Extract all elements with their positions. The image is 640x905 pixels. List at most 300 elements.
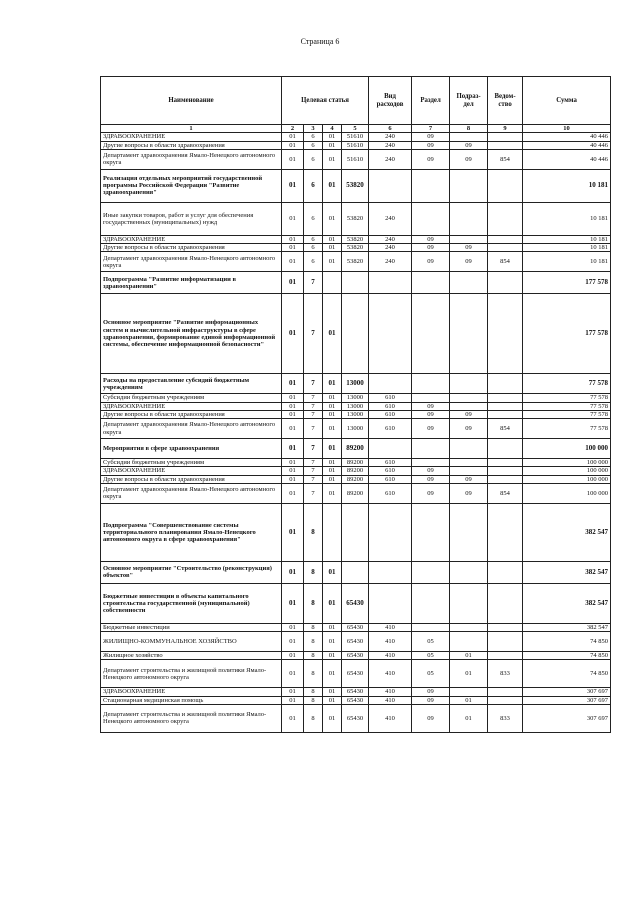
code-d: 13000 [342,394,369,402]
dept-code [488,133,523,141]
code-d [342,561,369,583]
expense-type: 410 [369,704,412,732]
section-code: 09 [412,141,450,149]
code-c: 01 [323,583,342,623]
row-sum: 100 000 [523,475,611,483]
code-b: 6 [304,235,323,243]
row-sum: 77 578 [523,374,611,394]
row-name: Иные закупки товаров, работ и услуг для обеспечения государственных (муниципальных) нужд [101,202,282,235]
row-name: Департамент здравоохранения Ямало-Ненецкого автономного округа [101,252,282,272]
dept-code: 833 [488,704,523,732]
code-b: 7 [304,475,323,483]
dept-code [488,439,523,459]
code-b: 7 [304,272,323,294]
dept-code [488,467,523,475]
code-a: 01 [282,459,304,467]
row-sum: 382 547 [523,623,611,631]
row-sum: 40 446 [523,133,611,141]
table-row [101,149,611,169]
subsection-code [450,439,488,459]
row-name: Подпрограмма "Совершенствование системы территориального планирования Ямало-Ненецкого автономного округа в сфере здравоохранения" [101,503,282,561]
subsection-code [450,688,488,696]
code-d: 65430 [342,632,369,652]
code-c: 01 [323,419,342,439]
expense-type: 610 [369,402,412,410]
table-row [101,704,611,732]
table-body [101,133,611,733]
row-name: Подпрограмма "Развитие информатизации в здравоохранении" [101,272,282,294]
subsection-code [450,394,488,402]
code-d: 65430 [342,583,369,623]
code-b: 7 [304,467,323,475]
column-number: 4 [323,125,342,133]
section-code: 09 [412,402,450,410]
code-a: 01 [282,402,304,410]
code-b: 8 [304,688,323,696]
dept-code [488,503,523,561]
section-code: 09 [412,149,450,169]
code-b: 8 [304,623,323,631]
code-b: 8 [304,704,323,732]
section-code: 09 [412,467,450,475]
code-c: 01 [323,561,342,583]
table-row [101,483,611,503]
expense-type [369,503,412,561]
row-name: Основное мероприятие "Развитие информационных систем и вычислительной инфраструктуры в сфере здравоохранения, формирование единой информационной системы, обеспечение информационной безопасности" [101,294,282,374]
code-d: 89200 [342,467,369,475]
expense-type: 240 [369,149,412,169]
code-c: 01 [323,623,342,631]
dept-code [488,272,523,294]
code-c: 01 [323,652,342,660]
row-name: Другие вопросы в области здравоохранения [101,475,282,483]
dept-code [488,244,523,252]
row-name: Жилищное хозяйство [101,652,282,660]
table-row [101,294,611,374]
column-number: 6 [369,125,412,133]
table-row [101,402,611,410]
code-a: 01 [282,561,304,583]
table-row [101,439,611,459]
row-sum: 10 181 [523,202,611,235]
code-a: 01 [282,583,304,623]
dept-code [488,561,523,583]
header-subsection: Подраз-дел [450,77,488,125]
code-b: 8 [304,583,323,623]
code-d: 51610 [342,141,369,149]
subsection-code [450,632,488,652]
subsection-code: 01 [450,696,488,704]
expense-type: 410 [369,632,412,652]
header-row [101,77,611,125]
subsection-code: 09 [450,149,488,169]
expense-type: 410 [369,652,412,660]
code-c: 01 [323,394,342,402]
section-code [412,623,450,631]
dept-code [488,374,523,394]
subsection-code: 09 [450,252,488,272]
code-b: 8 [304,503,323,561]
code-a: 01 [282,149,304,169]
code-c: 01 [323,467,342,475]
dept-code [488,294,523,374]
code-c: 01 [323,141,342,149]
section-code [412,394,450,402]
section-code: 05 [412,632,450,652]
dept-code [488,410,523,418]
row-name: Другие вопросы в области здравоохранения [101,244,282,252]
column-number-row [101,125,611,133]
section-code: 09 [412,252,450,272]
section-code: 09 [412,475,450,483]
row-sum: 10 181 [523,235,611,243]
code-a: 01 [282,652,304,660]
subsection-code [450,623,488,631]
code-d: 53820 [342,244,369,252]
row-sum: 307 697 [523,688,611,696]
row-sum: 10 181 [523,252,611,272]
code-a: 01 [282,503,304,561]
table-row [101,583,611,623]
table-row [101,475,611,483]
code-a: 01 [282,623,304,631]
row-sum: 307 697 [523,696,611,704]
row-sum: 74 850 [523,660,611,688]
subsection-code: 01 [450,652,488,660]
code-c: 01 [323,235,342,243]
code-d: 13000 [342,419,369,439]
expense-type [369,374,412,394]
page-label: Страница 6 [300,37,340,46]
subsection-code [450,133,488,141]
expense-type: 410 [369,688,412,696]
code-a: 01 [282,133,304,141]
dept-code [488,583,523,623]
code-a: 01 [282,660,304,688]
code-d: 89200 [342,439,369,459]
row-name: Департамент строительства и жилищной политики Ямало-Ненецкого автономного округа [101,704,282,732]
column-number: 1 [101,125,282,133]
row-sum: 382 547 [523,583,611,623]
code-b: 7 [304,439,323,459]
code-a: 01 [282,439,304,459]
code-a: 01 [282,419,304,439]
expense-type: 240 [369,252,412,272]
row-name: ЗДРАВООХРАНЕНИЕ [101,688,282,696]
code-c: 01 [323,459,342,467]
code-c: 01 [323,402,342,410]
row-sum: 100 000 [523,439,611,459]
code-c [323,272,342,294]
code-c: 01 [323,439,342,459]
subsection-code: 01 [450,704,488,732]
dept-code: 854 [488,483,523,503]
expense-type [369,439,412,459]
code-a: 01 [282,235,304,243]
header-exp-type: Вид расходов [369,77,412,125]
table-row [101,202,611,235]
row-name: Бюджетные инвестиции [101,623,282,631]
table-row [101,561,611,583]
expense-type: 610 [369,394,412,402]
budget-table [100,76,611,733]
subsection-code [450,169,488,202]
code-c: 01 [323,688,342,696]
row-sum: 77 578 [523,402,611,410]
code-b: 8 [304,660,323,688]
code-a: 01 [282,475,304,483]
subsection-code: 09 [450,244,488,252]
dept-code [488,623,523,631]
section-code [412,272,450,294]
code-c: 01 [323,475,342,483]
code-a: 01 [282,410,304,418]
code-c: 01 [323,244,342,252]
code-b: 6 [304,244,323,252]
code-c: 01 [323,696,342,704]
subsection-code: 09 [450,475,488,483]
subsection-code [450,202,488,235]
code-d [342,294,369,374]
row-name: Департамент здравоохранения Ямало-Ненецкого автономного округа [101,149,282,169]
table-row [101,419,611,439]
column-number: 10 [523,125,611,133]
column-number: 3 [304,125,323,133]
subsection-code [450,467,488,475]
dept-code [488,459,523,467]
column-number: 7 [412,125,450,133]
code-b: 7 [304,483,323,503]
expense-type: 610 [369,459,412,467]
code-b: 8 [304,561,323,583]
code-a: 01 [282,141,304,149]
table-row [101,410,611,418]
row-sum: 382 547 [523,561,611,583]
code-d: 65430 [342,688,369,696]
header-sum: Сумма [523,77,611,125]
row-name: ЗДРАВООХРАНЕНИЕ [101,467,282,475]
code-a: 01 [282,244,304,252]
expense-type: 410 [369,696,412,704]
section-code [412,202,450,235]
code-b: 7 [304,374,323,394]
row-name: ЗДРАВООХРАНЕНИЕ [101,133,282,141]
row-sum: 10 181 [523,169,611,202]
row-name: Субсидии бюджетным учреждениям [101,459,282,467]
row-name: Расходы на предоставление субсидий бюджетным учреждениям [101,374,282,394]
section-code [412,583,450,623]
code-d: 13000 [342,374,369,394]
table-row [101,660,611,688]
table-row [101,623,611,631]
dept-code [488,632,523,652]
expense-type: 240 [369,202,412,235]
code-a: 01 [282,688,304,696]
subsection-code [450,561,488,583]
table-row [101,394,611,402]
section-code: 09 [412,696,450,704]
code-d: 53820 [342,235,369,243]
header-name: Наименование [101,77,282,125]
expense-type: 240 [369,133,412,141]
section-code: 09 [412,133,450,141]
subsection-code: 09 [450,483,488,503]
code-b: 6 [304,169,323,202]
column-number: 8 [450,125,488,133]
code-c: 01 [323,632,342,652]
section-code: 09 [412,419,450,439]
code-a: 01 [282,696,304,704]
code-d: 65430 [342,660,369,688]
subsection-code: 01 [450,660,488,688]
code-d: 53820 [342,169,369,202]
code-d: 13000 [342,402,369,410]
code-c: 01 [323,133,342,141]
section-code [412,459,450,467]
code-c: 01 [323,410,342,418]
code-d: 65430 [342,704,369,732]
row-name: Департамент здравоохранения Ямало-Ненецкого автономного округа [101,419,282,439]
dept-code [488,475,523,483]
table-row [101,467,611,475]
row-sum: 382 547 [523,503,611,561]
subsection-code: 09 [450,141,488,149]
row-name: Основное мероприятие "Строительство (реконструкция) объектов" [101,561,282,583]
row-name: Департамент здравоохранения Ямало-Ненецкого автономного округа [101,483,282,503]
row-name: ЖИЛИЩНО-КОММУНАЛЬНОЕ ХОЗЯЙСТВО [101,632,282,652]
table-row [101,632,611,652]
code-b: 6 [304,252,323,272]
table-row [101,169,611,202]
code-d: 51610 [342,149,369,169]
table-row [101,503,611,561]
row-name: ЗДРАВООХРАНЕНИЕ [101,402,282,410]
code-a: 01 [282,483,304,503]
row-name: ЗДРАВООХРАНЕНИЕ [101,235,282,243]
subsection-code [450,235,488,243]
code-b: 7 [304,394,323,402]
code-a: 01 [282,169,304,202]
table-row [101,235,611,243]
subsection-code: 09 [450,410,488,418]
code-c: 01 [323,149,342,169]
table-row [101,141,611,149]
code-c: 01 [323,294,342,374]
column-number: 5 [342,125,369,133]
dept-code [488,169,523,202]
row-sum: 100 000 [523,483,611,503]
code-d: 65430 [342,652,369,660]
expense-type: 240 [369,244,412,252]
code-b: 6 [304,149,323,169]
section-code: 05 [412,652,450,660]
header-section: Раздел [412,77,450,125]
dept-code [488,202,523,235]
expense-type [369,561,412,583]
expense-type [369,272,412,294]
code-d: 53820 [342,202,369,235]
row-name: Другие вопросы в области здравоохранения [101,410,282,418]
dept-code [488,696,523,704]
row-sum: 74 850 [523,632,611,652]
row-sum: 177 578 [523,294,611,374]
table-row [101,272,611,294]
column-number: 2 [282,125,304,133]
section-code [412,503,450,561]
table-row [101,688,611,696]
row-name: Мероприятия в сфере здравоохранения [101,439,282,459]
subsection-code [450,272,488,294]
table-row [101,374,611,394]
subsection-code [450,374,488,394]
code-d: 65430 [342,623,369,631]
row-sum: 40 446 [523,149,611,169]
subsection-code [450,583,488,623]
expense-type: 610 [369,467,412,475]
code-a: 01 [282,394,304,402]
section-code [412,439,450,459]
subsection-code [450,503,488,561]
table-row [101,244,611,252]
code-b: 7 [304,410,323,418]
row-name: Другие вопросы в области здравоохранения [101,141,282,149]
expense-type [369,583,412,623]
row-sum: 100 000 [523,459,611,467]
section-code [412,374,450,394]
code-b: 7 [304,459,323,467]
table-row [101,133,611,141]
code-c [323,503,342,561]
code-b: 6 [304,133,323,141]
section-code: 09 [412,235,450,243]
dept-code [488,652,523,660]
section-code [412,294,450,374]
code-d: 89200 [342,475,369,483]
row-sum: 100 000 [523,467,611,475]
dept-code [488,235,523,243]
code-c: 01 [323,704,342,732]
expense-type [369,294,412,374]
row-sum: 177 578 [523,272,611,294]
code-d: 89200 [342,483,369,503]
code-d: 65430 [342,696,369,704]
code-c: 01 [323,374,342,394]
section-code: 09 [412,483,450,503]
dept-code: 854 [488,149,523,169]
row-sum: 74 850 [523,652,611,660]
table-row [101,252,611,272]
expense-type: 240 [369,141,412,149]
code-b: 7 [304,419,323,439]
row-sum: 40 446 [523,141,611,149]
subsection-code [450,459,488,467]
dept-code [488,402,523,410]
code-a: 01 [282,252,304,272]
code-c: 01 [323,252,342,272]
code-b: 8 [304,696,323,704]
dept-code: 854 [488,419,523,439]
row-name: Реализация отдельных мероприятий государственной программы Российской Федерации "Развитие здравоохранения" [101,169,282,202]
code-a: 01 [282,632,304,652]
column-number: 9 [488,125,523,133]
table-row [101,459,611,467]
code-a: 01 [282,467,304,475]
expense-type: 610 [369,410,412,418]
row-name: Бюджетные инвестиции в объекты капитального строительства государственной (муниципальной) собственности [101,583,282,623]
code-d [342,503,369,561]
code-b: 6 [304,141,323,149]
section-code [412,561,450,583]
